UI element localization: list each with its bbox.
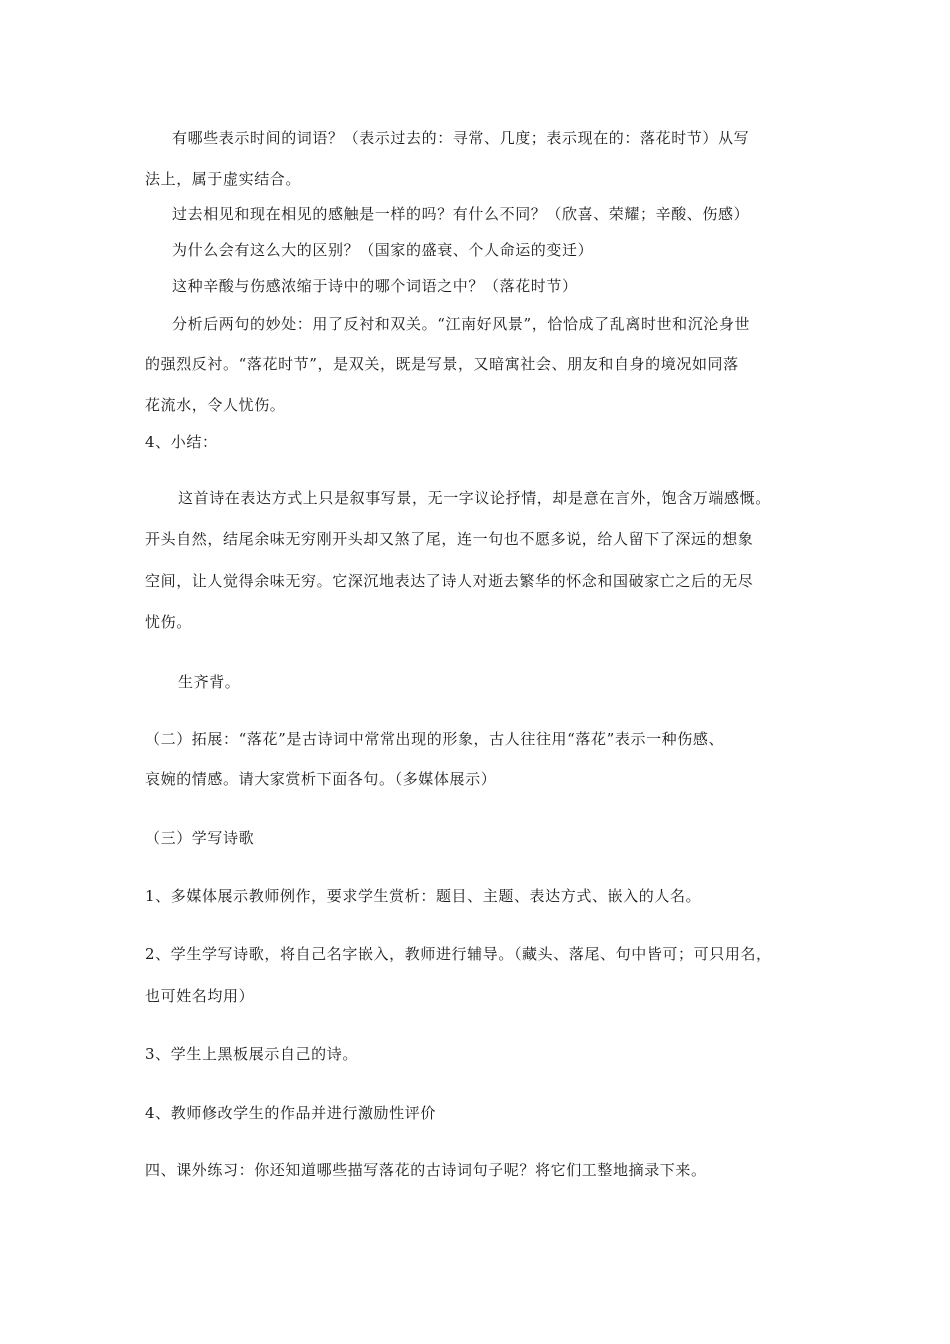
- text-line-8: 花流水，令人忧伤。: [145, 396, 286, 414]
- text-line-6: 分析后两句的妙处：用了反衬和双关。“江南好风景”，恰恰成了乱离时世和沉沦身世: [172, 315, 751, 333]
- text-line-13: 忧伤。: [145, 613, 192, 631]
- section-heading-poetry: （三）学写诗歌: [145, 829, 255, 847]
- section-heading-extension: （二）拓展：“落花”是古诗词中常常出现的形象，古人往往用“落花”表示一种伤感、: [145, 730, 725, 748]
- section-heading-homework: 四、课外练习：你还知道哪些描写落花的古诗词句子呢？将它们工整地摘录下来。: [145, 1161, 707, 1179]
- text-line-20: 也可姓名均用）: [145, 987, 255, 1005]
- text-line-12: 空间，让人觉得余味无穷。它深沉地表达了诗人对逝去繁华的怀念和国破家亡之后的无尽: [145, 572, 754, 590]
- text-line-19: 2、学生学写诗歌，将自己名字嵌入，教师进行辅导。（藏头、落尾、句中皆可；可只用名，: [145, 945, 772, 963]
- text-line-7: 的强烈反衬。“落花时节”，是双关，既是写景，又暗寓社会、朋友和自身的境况如同落: [145, 355, 739, 373]
- text-line-1: 有哪些表示时间的词语？（表示过去的：寻常、几度；表示现在的：落花时节）从写: [172, 129, 750, 147]
- text-line-5: 这种辛酸与伤感浓缩于诗中的哪个词语之中？（落花时节）: [172, 277, 578, 295]
- text-line-18: 1、多媒体展示教师例作，要求学生赏析：题目、主题、表达方式、嵌入的人名。: [145, 887, 702, 905]
- text-line-21: 3、学生上黑板展示自己的诗。: [145, 1045, 358, 1063]
- text-line-3: 过去相见和现在相见的感触是一样的吗？有什么不同？（欣喜、荣耀；辛酸、伤感）: [172, 205, 750, 223]
- text-line-11: 开头自然，结尾余味无穷刚开头却又煞了尾，连一句也不愿多说，给人留下了深远的想象: [145, 530, 754, 548]
- text-line-2: 法上，属于虚实结合。: [145, 170, 302, 188]
- text-line-10: 这首诗在表达方式上只是叙事写景，无一字议论抒情，却是意在言外，饱含万端感慨。: [178, 489, 771, 507]
- text-line-14: 生齐背。: [178, 673, 241, 691]
- text-line-16: 哀婉的情感。请大家赏析下面各句。（多媒体展示）: [145, 770, 497, 788]
- section-heading-summary: 4、小结：: [145, 433, 218, 451]
- text-line-4: 为什么会有这么大的区别？（国家的盛衰、个人命运的变迁）: [172, 241, 594, 259]
- text-line-22: 4、教师修改学生的作品并进行激励性评价: [145, 1104, 436, 1122]
